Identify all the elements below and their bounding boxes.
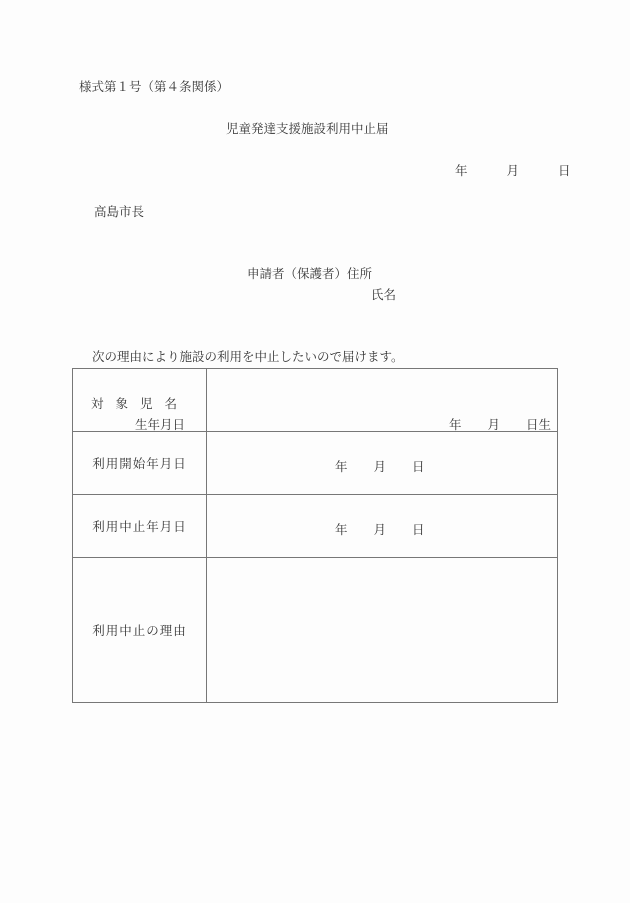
birthdate-values: 年 月 日生 bbox=[448, 417, 551, 432]
reason-label-cell bbox=[73, 558, 207, 703]
table-row-child bbox=[73, 369, 558, 432]
table-row-stop-date bbox=[73, 495, 558, 558]
date-month: 月 bbox=[506, 163, 520, 178]
document-title: 児童発達支援施設利用中止届 bbox=[226, 121, 389, 136]
start-date-label: 利用開始年月日 bbox=[92, 456, 187, 471]
table-row-start-date bbox=[73, 432, 558, 495]
stop-date-label: 利用中止年月日 bbox=[92, 519, 187, 534]
start-date-value-cell[interactable] bbox=[207, 432, 558, 495]
intro-text: 次の理由により施設の利用を中止したいので届けます。 bbox=[92, 349, 404, 364]
child-birthdate-label: 生年月日 bbox=[135, 417, 186, 432]
stop-date-value-cell[interactable] bbox=[207, 495, 558, 558]
table-row-reason bbox=[73, 558, 558, 703]
applicant-name-label: 氏名 bbox=[371, 287, 397, 302]
start-date-values: 年 月 日 bbox=[335, 459, 425, 474]
reason-value-cell[interactable] bbox=[207, 558, 558, 703]
form-number: 様式第１号（第４条関係） bbox=[79, 79, 230, 94]
addressee: 高島市長 bbox=[94, 204, 145, 219]
form-table bbox=[72, 368, 558, 703]
submission-date bbox=[455, 165, 571, 178]
child-label-cell bbox=[73, 369, 207, 432]
child-value-cell[interactable] bbox=[207, 369, 558, 432]
child-name-label: 対 象 児 名 bbox=[91, 396, 178, 411]
applicant-address-label: 申請者（保護者）住所 bbox=[247, 266, 373, 281]
reason-label: 利用中止の理由 bbox=[92, 623, 187, 638]
date-day: 日 bbox=[558, 163, 571, 178]
stop-date-label-cell bbox=[73, 495, 207, 558]
stop-date-values: 年 月 日 bbox=[335, 522, 425, 537]
start-date-label-cell bbox=[73, 432, 207, 495]
date-year: 年 bbox=[455, 163, 468, 178]
